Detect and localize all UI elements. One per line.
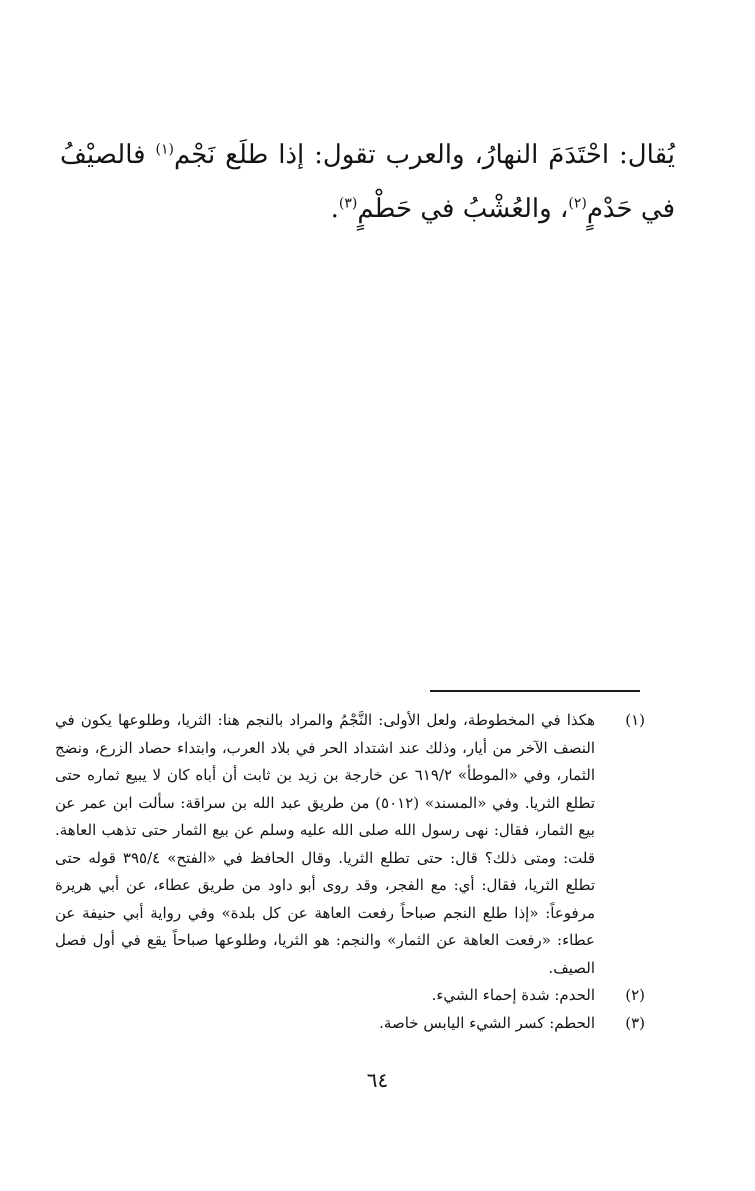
footnote-number: (٣) xyxy=(625,1013,645,1032)
footnote-item xyxy=(55,707,645,982)
footnote-ref-1[interactable]: (١) xyxy=(155,141,174,158)
main-text-part: ، والعُشْبُ في حَطْمٍ xyxy=(357,194,569,224)
main-text-part: فالصيْفُ في حَدْمٍ xyxy=(60,140,675,224)
footnote-item xyxy=(55,982,645,1010)
main-text xyxy=(60,128,675,236)
footnotes xyxy=(55,707,645,1037)
footnote-separator xyxy=(430,690,640,692)
footnote-number: (٢) xyxy=(625,986,645,1004)
main-text-part: يُقال: احْتَدَمَ النهارُ، والعرب تقول: إذا طلَع نَجْم xyxy=(173,140,675,170)
main-text-part: . xyxy=(330,194,339,224)
footnote-item xyxy=(55,1010,645,1038)
footnote-ref-3[interactable]: (٣) xyxy=(338,195,358,212)
footnote-text: الحدم: شدة إحماء الشيء. xyxy=(431,986,595,1004)
footnote-text: هكذا في المخطوطة، ولعل الأولى: النَّجْمُ والمراد بالنجم هنا: الثريا، وطلوعها يكون في النصف الآخر من أيار، وذلك عند اشتداد الحر في بلاد العرب، وابتداء حصاد الزرع، ونضج الثمار، وفي «الموطأ» ٦١٩/٢ عن خارجة بن زيد بن ثابت أن أباه كان لا يبيع ثماره حتى تطلع الثريا. وفي «المسند» (٥٠١٢) من طريق عبد الله بن سراقة: سألت ابن عمر عن بيع الثمار، فقال: نهى رسول الله صلى الله عليه وسلم عن بيع الثمار حتى تذهب العاهة. قلت: ومتى ذلك؟ قال: حتى تطلع الثريا. وقال الحافظ في «الفتح» ٣٩٥/٤ قوله حتى تطلع الثريا، فقال: أي: مع الفجر، وقد روى أبو داود من طريق عطاء، عن أبي هريرة مرفوعاً: «إذا طلع النجم صباحاً رفعت العاهة عن كل بلدة» وفي رواية أبي حنيفة عن عطاء: «رفعت العاهة عن الثمار» والنجم: هو الثريا، وطلوعها صباحاً يقع في أول فصل الصيف. xyxy=(55,711,595,977)
footnote-ref-2[interactable]: (٢) xyxy=(568,195,587,212)
footnote-number: (١) xyxy=(625,711,645,729)
page-number: ٦٤ xyxy=(366,1068,389,1092)
footnote-text: الحطم: كسر الشيء اليابس خاصة. xyxy=(379,1013,595,1032)
